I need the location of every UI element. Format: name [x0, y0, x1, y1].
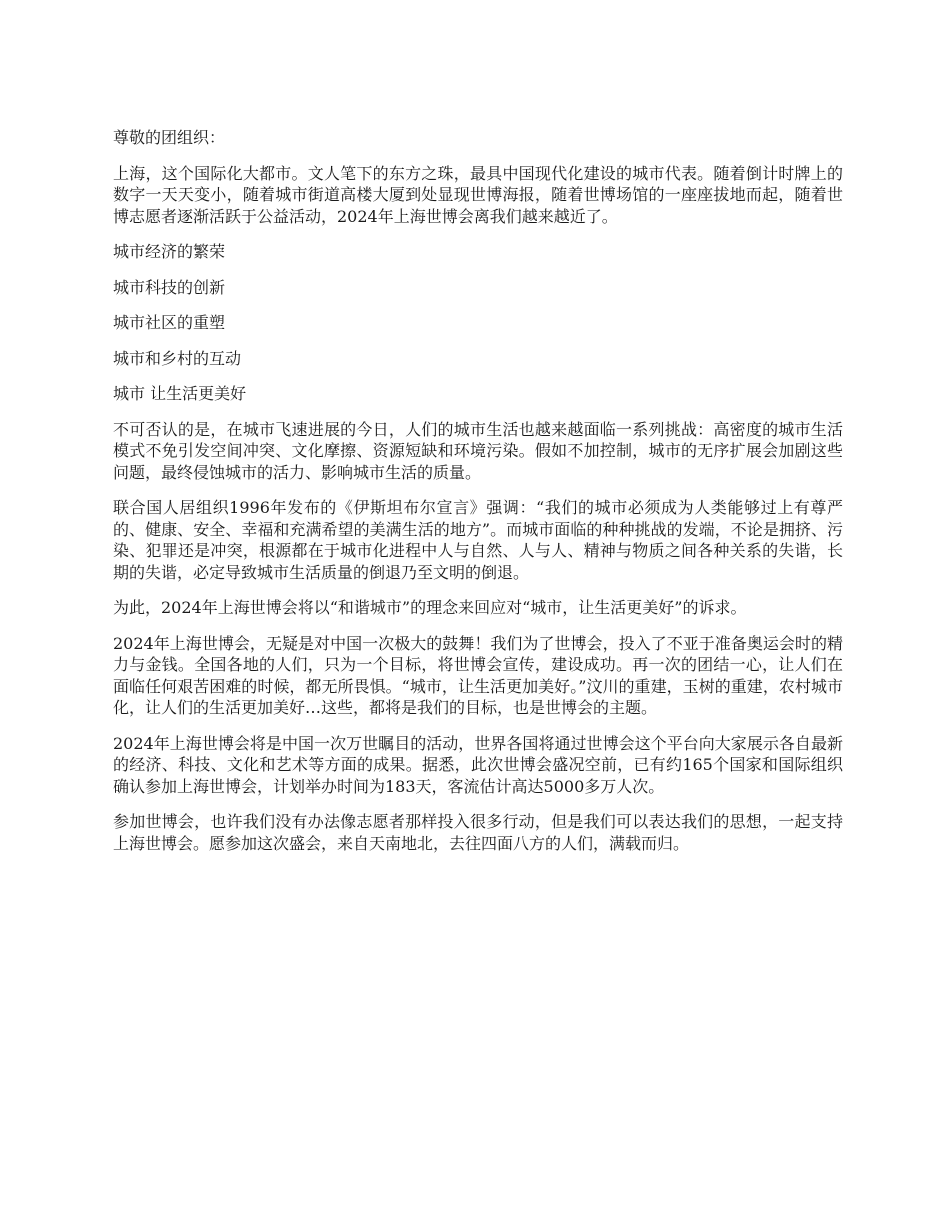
paragraph: 2024年上海世博会将是中国一次万世瞩目的活动，世界各国将通过世博会这个平台向大家展示各自最新的经济、科技、文化和艺术等方面的成果。据悉，此次世博会盛况空前，已有约165个国家和国际组织确认参加上海世博会，计划举办时间为183天，客流估计高达5000多万人次。: [113, 733, 843, 796]
theme-line: 城市社区的重塑: [113, 313, 226, 332]
paragraph: 参加世博会，也许我们没有办法像志愿者那样投入很多行动，但是我们可以表达我们的思想，一起支持上海世博会。愿参加这次盛会，来自天南地北，去往四面八方的人们，满载而归。: [113, 812, 843, 853]
theme-line: 城市经济的繁荣: [113, 242, 226, 261]
paragraph: 联合国人居组织1996年发布的《伊斯坦布尔宣言》强调：“我们的城市必须成为人类能够过上有尊严的、健康、安全、幸福和充满希望的美满生活的地方”。而城市面临的种种挑战的发端，不论是拥挤、污染、犯罪还是冲突，根源都在于城市化进程中人与自然、人与人、精神与物质之间各种关系的失谐，长期的失谐，必定导致城市生活质量的倒退乃至文明的倒退。: [113, 498, 843, 582]
paragraph: 上海，这个国际化大都市。文人笔下的东方之珠，最具中国现代化建设的城市代表。随着倒计时牌上的数字一天天变小，随着城市街道高楼大厦到处显现世博海报，随着世博场馆的一座座拔地而起，随着世博志愿者逐渐活跃于公益活动，2024年上海世博会离我们越来越近了。: [113, 163, 843, 226]
paragraph: 2024年上海世博会，无疑是对中国一次极大的鼓舞！我们为了世博会，投入了不亚于准备奥运会时的精力与金钱。全国各地的人们，只为一个目标，将世博会宣传，建设成功。再一次的团结一心，让人们在面临任何艰苦困难的时候，都无所畏惧。“城市，让生活更加美好。”汶川的重建，玉树的重建，农村城市化，让人们的生活更加美好…这些，都将是我们的目标，也是世博会的主题。: [113, 633, 843, 717]
paragraph: 为此，2024年上海世博会将以“和谐城市”的理念来回应对“城市，让生活更美好”的诉求。: [113, 598, 747, 617]
letter-body: [113, 127, 843, 868]
paragraph: 不可否认的是，在城市飞速进展的今日，人们的城市生活也越来越面临一系列挑战：高密度的城市生活模式不免引发空间冲突、文化摩擦、资源短缺和环境污染。假如不加控制，城市的无序扩展会加剧这些问题，最终侵蚀城市的活力、影响城市生活的质量。: [113, 419, 843, 482]
theme-line: 城市科技的创新: [113, 277, 226, 297]
salutation: 尊敬的团组织：: [113, 128, 226, 147]
theme-line: 城市和乡村的互动: [113, 348, 242, 368]
theme-line: 城市 让生活更美好: [113, 384, 247, 403]
